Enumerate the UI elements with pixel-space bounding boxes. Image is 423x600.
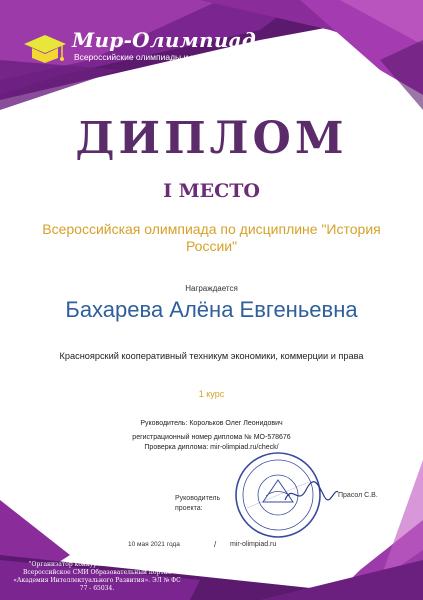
logo — [22, 28, 282, 68]
footer-line-3: «Академия Интеллектуального Развития». ЭЛ № ФС 77 - 65034. — [13, 577, 181, 592]
signature — [280, 478, 340, 508]
project-head-label: Руководитель проекта: — [175, 495, 221, 512]
issue-date: 10 мая 2021 года — [128, 541, 180, 548]
logo-title: Мир-Олимпиад — [72, 28, 257, 52]
recipient-name: Бахарева Алёна Евгеньевна — [65, 297, 358, 322]
organization-name: Красноярский кооперативный техникум экономики, коммерции и права — [59, 351, 364, 361]
course-label: 1 курс — [198, 389, 225, 399]
separator: / — [214, 540, 217, 549]
footer-text — [12, 561, 182, 593]
footer-line-1: "Организатор конкурсов «Мир Олимпиад» — [28, 561, 166, 568]
registration-number: регистрационный номер диплома № МО-578676 — [132, 434, 291, 441]
site-url: mir-olimpiad.ru — [230, 541, 277, 548]
diploma-title: ДИПЛОМ — [75, 113, 348, 164]
logo-subtitle: Всероссийские олимпиады и конкурсы — [74, 52, 227, 62]
project-head-name: Прасол С.В. — [338, 492, 378, 499]
awarded-label: Награждается — [185, 284, 238, 293]
check-link: Проверка диплома: mir-olimpiad.ru/check/ — [144, 444, 279, 451]
place-label: I МЕСТО — [163, 180, 260, 202]
graduation-cap-icon — [22, 32, 68, 66]
footer-line-2: Всероссийское СМИ Образовательный портал — [22, 569, 172, 576]
olympiad-name: Всероссийская олимпиада по дисциплине "История России" — [42, 221, 381, 254]
supervisor-line: Руководитель: Корольков Олег Леонидович — [140, 420, 283, 427]
